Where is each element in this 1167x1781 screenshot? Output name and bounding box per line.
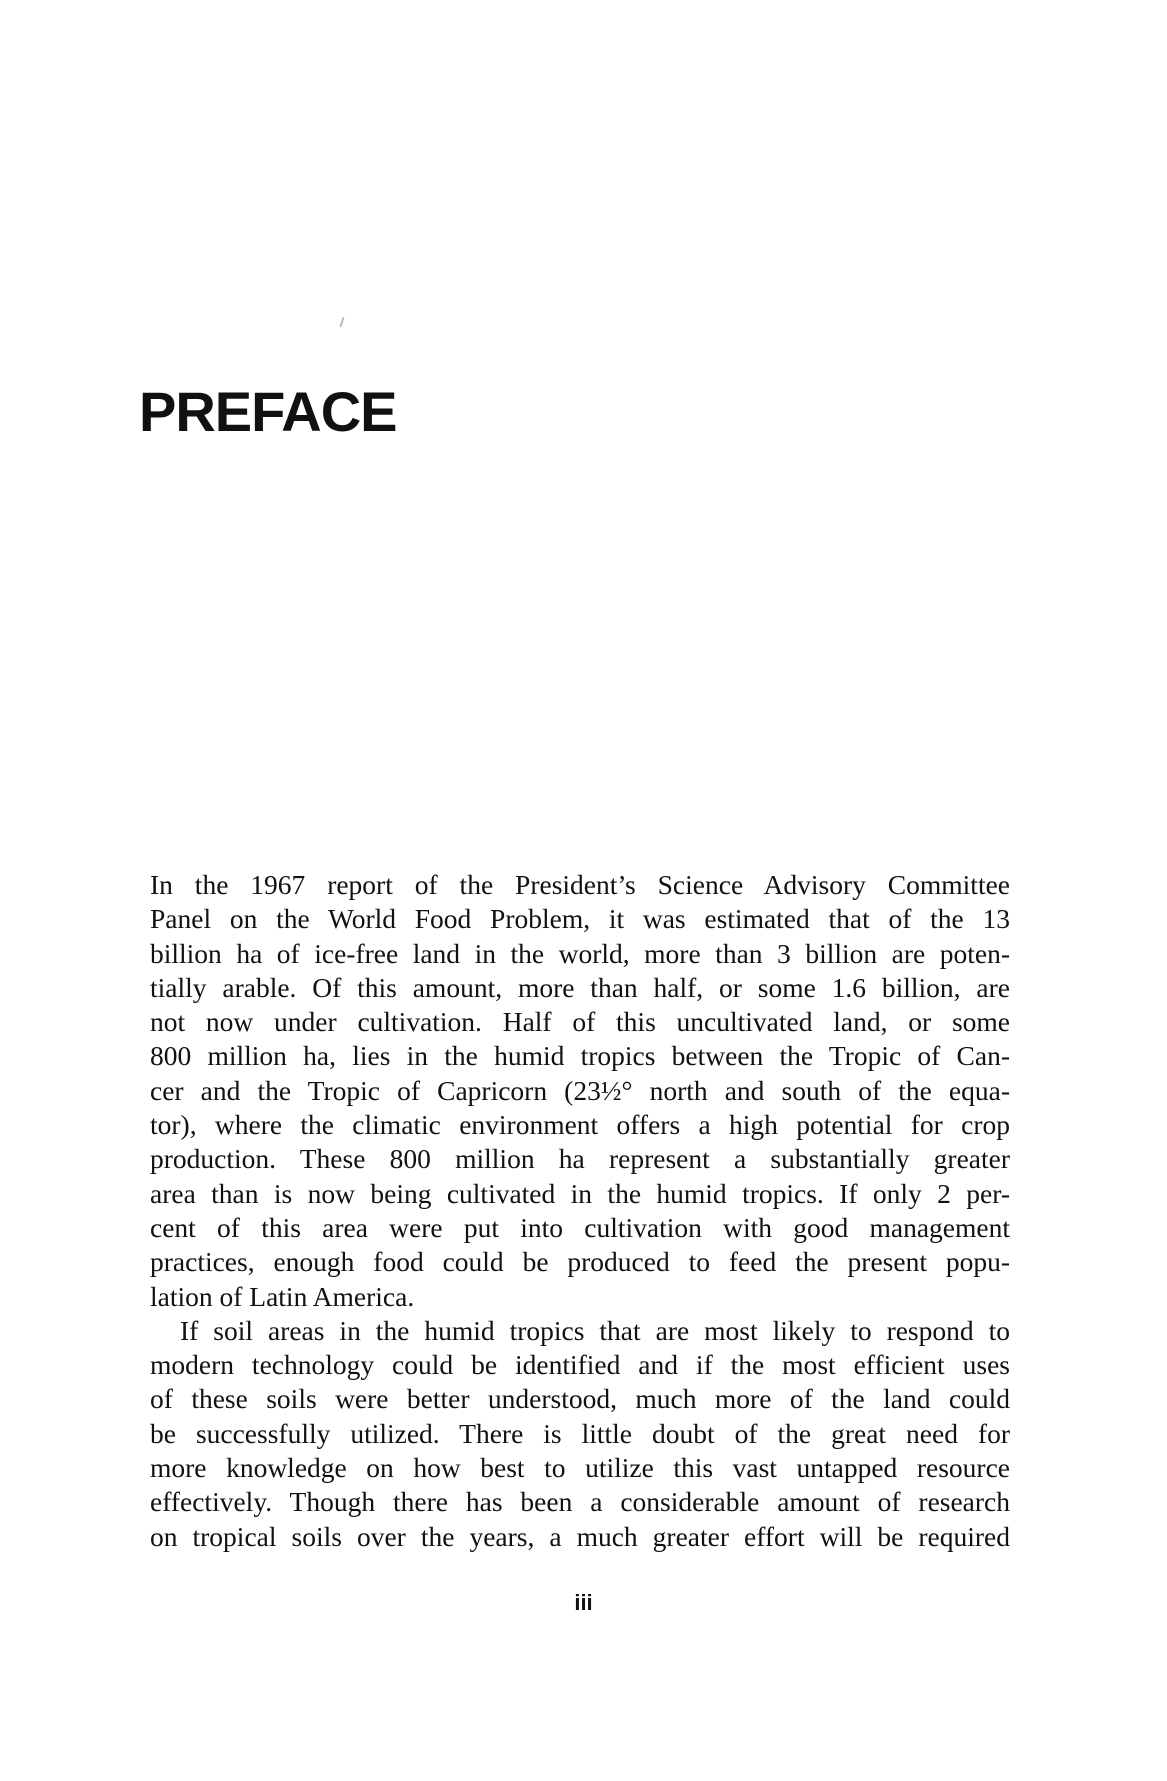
text-line: modern technology could be identified and if the most efficient uses (150, 1349, 1010, 1381)
text-line: lation of Latin America. (150, 1280, 415, 1312)
text-line: effectively. Though there has been a considerable amount of research (150, 1486, 1010, 1518)
text-line: 800 million ha, lies in the humid tropics between the Tropic of Can- (150, 1040, 1010, 1072)
text-line: on tropical soils over the years, a much greater effort will be required (150, 1520, 1010, 1552)
text-line: be successfully utilized. There is little doubt of the great need for (150, 1417, 1010, 1449)
preface-body (150, 868, 1010, 1554)
text-line: In the 1967 report of the President’s Science Advisory Committee (150, 869, 1010, 900)
text-line: of these soils were better understood, much more of the land could (150, 1383, 1010, 1415)
text-line: tially arable. Of this amount, more than half, or some 1.6 billion, are (150, 971, 1010, 1003)
text-line: practices, enough food could be produced to feed the present popu- (150, 1246, 1010, 1278)
text-line: cer and the Tropic of Capricorn (23½° north and south of the equa- (150, 1074, 1010, 1106)
page-heading: PREFACE (139, 380, 397, 443)
text-line: billion ha of ice-free land in the world, more than 3 billion are poten- (150, 937, 1010, 969)
text-line: tor), where the climatic environment offers a high potential for crop (150, 1109, 1010, 1141)
scan-mark (340, 317, 345, 327)
text-line: area than is now being cultivated in the humid tropics. If only 2 per- (150, 1177, 1010, 1209)
text-line: more knowledge on how best to utilize this vast untapped resource (150, 1452, 1010, 1484)
text-line: production. These 800 million ha represent a substantially greater (150, 1143, 1010, 1175)
text-line: If soil areas in the humid tropics that are most likely to respond to (180, 1314, 1010, 1346)
page-number: iii (574, 1590, 593, 1615)
text-line: Panel on the World Food Problem, it was estimated that of the 13 (150, 903, 1010, 935)
text-line: cent of this area were put into cultivation with good management (150, 1211, 1010, 1243)
text-line: not now under cultivation. Half of this uncultivated land, or some (150, 1006, 1010, 1038)
